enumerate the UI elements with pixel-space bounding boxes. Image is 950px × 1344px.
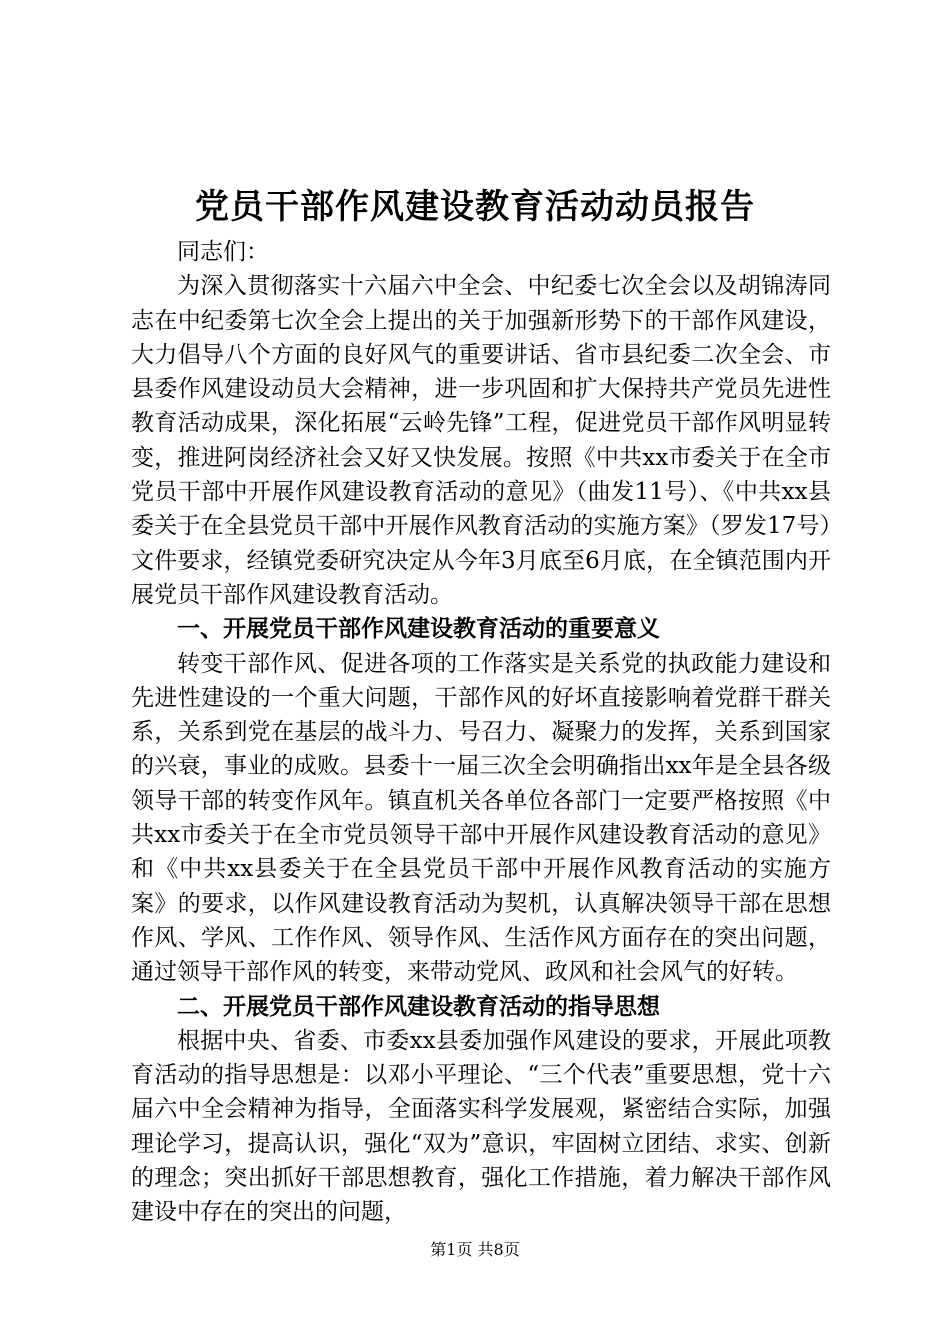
document-title: 党员干部作风建设教育活动动员报告 bbox=[195, 187, 755, 227]
document-body bbox=[131, 235, 831, 1230]
salutation: 同志们： bbox=[177, 239, 269, 265]
section-paragraph-2: 根据中央、省委、市委xx县委加强作风建设的要求，开展此项教育活动的指导思想是：以邓小平理论、“三个代表”重要思想，党十六届六中全会精神为指导，全面落实科学发展观，紧密结合实际，加强理论学习，提高认识，强化“双为”意识，牢固树立团结、求实、创新的理念；突出抓好干部思想教育，强化工作措施，着力解决干部作风建设中存在的突出的问题， bbox=[131, 1027, 831, 1226]
section-paragraph-1: 转变干部作风、促进各项的工作落实是关系党的执政能力建设和先进性建设的一个重大问题，干部作风的好坏直接影响着党群干群关系，关系到党在基层的战斗力、号召力、凝聚力的发挥，关系到国家的兴衰，事业的成败。县委十一届三次全会明确指出xx年是全县各级领导干部的转变作风年。镇直机关各单位各部门一定要严格按照《中共xx市委关于在全市党员领导干部中开展作风建设教育活动的意见》和《中共xx县委关于在全县党员干部中开展作风教育活动的实施方案》的要求，以作风建设教育活动为契机，认真解决领导干部在思想作风、学风、工作作风、领导作风、生活作风方面存在的突出问题，通过领导干部作风的转变，来带动党风、政风和社会风气的好转。 bbox=[131, 650, 831, 986]
section-heading-1: 一、开展党员干部作风建设教育活动的重要意义 bbox=[177, 615, 660, 643]
page-footer: 第1页 共8页 bbox=[430, 1240, 520, 1259]
section-heading-2: 二、开展党员干部作风建设教育活动的指导思想 bbox=[177, 992, 660, 1020]
intro-paragraph: 为深入贯彻落实十六届六中全会、中纪委七次全会以及胡锦涛同志在中纪委第七次全会上提出的关于加强新形势下的干部作风建设，大力倡导八个方面的良好风气的重要讲话、省市县纪委二次全会、市县委作风建设动员大会精神，进一步巩固和扩大保持共产党员先进性教育活动成果，深化拓展“云岭先锋”工程，促进党员干部作风明显转变，推进阿岗经济社会又好又快发展。按照《中共xx市委关于在全市党员干部中开展作风建设教育活动的意见》（曲发11号）、《中共xx县委关于在全县党员干部中开展作风教育活动的实施方案》（罗发17号）文件要求，经镇党委研究决定从今年3月底至6月底，在全镇范围内开展党员干部作风建设教育活动。 bbox=[131, 273, 831, 608]
